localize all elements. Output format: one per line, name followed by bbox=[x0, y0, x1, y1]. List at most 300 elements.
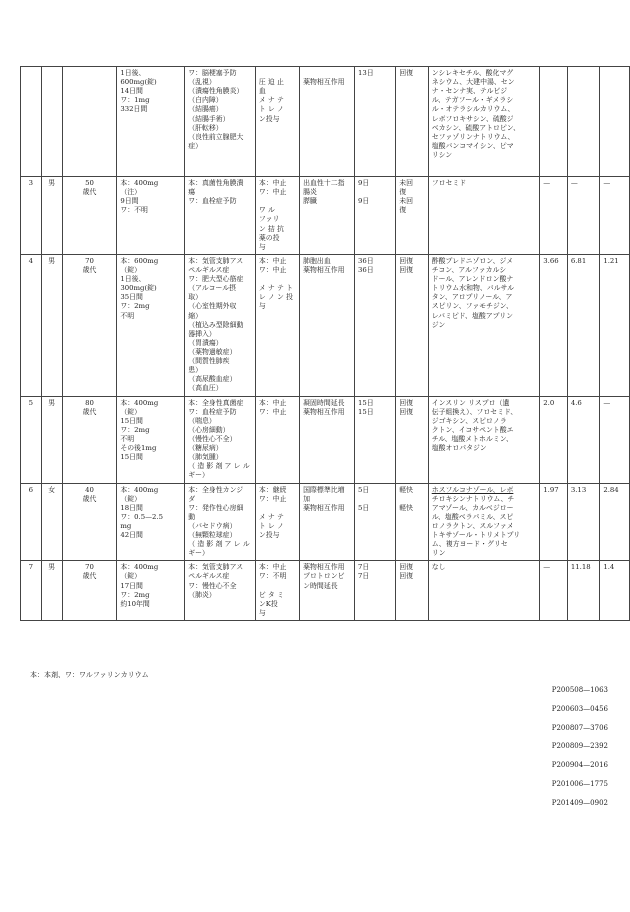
concomitant-drugs-line: ホスフルコナゾール、レボ bbox=[431, 485, 514, 494]
purpose-line: 症） bbox=[188, 141, 203, 150]
age-cell bbox=[62, 177, 117, 255]
outcome-line: 復 bbox=[399, 206, 407, 215]
onset-day-cell bbox=[355, 177, 396, 255]
concomitant-drugs-cell bbox=[428, 177, 540, 255]
dose-line: 15日間 bbox=[120, 453, 143, 462]
action-line: ワ：中止 bbox=[258, 265, 287, 274]
onset-day-line: 5日 bbox=[358, 503, 370, 512]
value-1: 3.66 bbox=[543, 256, 559, 265]
concomitant-drugs-line: ジン bbox=[431, 320, 446, 329]
onset-day-line: 36日 bbox=[358, 265, 374, 274]
dose-line: （錠） bbox=[120, 407, 142, 416]
onset-day-line: 9日 bbox=[358, 197, 370, 206]
dose-line: （注） bbox=[120, 188, 142, 197]
table-row bbox=[21, 483, 630, 561]
sex: 女 bbox=[48, 485, 56, 494]
value-3-cell bbox=[600, 561, 630, 621]
onset-day-cell bbox=[355, 561, 396, 621]
action-line bbox=[259, 69, 296, 78]
case-number-cell bbox=[21, 561, 42, 621]
sex: 男 bbox=[48, 179, 56, 187]
purpose-line: （結腸手術） bbox=[188, 114, 230, 123]
adverse-event-line: 薬物相互作用 bbox=[303, 78, 345, 87]
purpose-line: （糖尿病） bbox=[188, 444, 223, 453]
concomitant-drugs-line: トリウム水和物、バルサル bbox=[431, 284, 514, 293]
purpose-line: ペルギルス症 bbox=[188, 572, 230, 581]
purpose-cell bbox=[185, 561, 256, 621]
dose-line: 不明 bbox=[120, 434, 135, 443]
purpose-cell bbox=[185, 67, 256, 177]
value-2-cell bbox=[567, 254, 599, 396]
adverse-event-line: 膵臓 bbox=[303, 197, 317, 206]
dose-line: 不明 bbox=[120, 311, 135, 320]
action-line: ン投与 bbox=[258, 531, 280, 540]
purpose-line: ワ：慢性心不全 bbox=[188, 581, 237, 590]
purpose-line: （胃潰瘍） bbox=[188, 338, 223, 347]
concomitant-drugs-line: 酢酸プレドニゾロン、ジメ bbox=[431, 256, 514, 265]
age-line: 70 bbox=[85, 563, 94, 572]
case-number-cell bbox=[21, 396, 42, 483]
concomitant-drugs-line: セファゾリンナトリウム、 bbox=[431, 132, 515, 141]
action-cell bbox=[255, 396, 299, 483]
value-3-cell bbox=[600, 483, 630, 561]
dose-line: 332日間 bbox=[120, 105, 148, 114]
adverse-event-line: 加 bbox=[303, 494, 311, 503]
purpose-line: ワ：肥大型心筋症 bbox=[188, 275, 244, 284]
dose-line: ワ：2mg bbox=[120, 302, 150, 311]
adverse-event-cell bbox=[300, 254, 355, 396]
dose-line: 9日間 bbox=[120, 197, 139, 206]
value-3: — bbox=[603, 398, 611, 407]
action-line: 本：中止 bbox=[258, 563, 287, 572]
concomitant-drugs-cell bbox=[428, 67, 540, 177]
purpose-line: （潰瘍性角膜炎） bbox=[188, 87, 244, 96]
age-line: 歳代 bbox=[82, 572, 97, 581]
report-id: P200508—1063 bbox=[551, 686, 608, 694]
outcome-line: 未回 bbox=[399, 179, 414, 187]
adverse-event-line: ン時間延長 bbox=[303, 581, 338, 590]
action-line: ワ：中止 bbox=[258, 407, 287, 416]
dose-line: 本：400mg bbox=[120, 179, 159, 187]
dose-line: 本：400mg bbox=[120, 485, 159, 494]
sex-cell bbox=[41, 177, 62, 255]
action-line: ワ：中止 bbox=[258, 494, 287, 503]
age-cell bbox=[62, 396, 117, 483]
sex-cell bbox=[41, 561, 62, 621]
action-line: ファリ bbox=[258, 215, 280, 224]
concomitant-drugs-line: チコン、アルファカルシ bbox=[431, 265, 507, 274]
onset-day-line: 5日 bbox=[358, 485, 370, 494]
adverse-event-cell bbox=[300, 483, 355, 561]
action-line: 本：中止 bbox=[258, 398, 287, 407]
purpose-line: （無顆粒球症） bbox=[188, 531, 237, 540]
dose-line: 300mg(錠) bbox=[120, 284, 157, 293]
purpose-line: （心房細動） bbox=[188, 425, 230, 434]
concomitant-drugs-line: スピリン、ファモチジン、 bbox=[431, 302, 513, 311]
purpose-line: （高血圧） bbox=[188, 384, 223, 393]
case-table bbox=[20, 66, 630, 621]
action-line: メ ナ テ bbox=[258, 512, 284, 521]
adverse-event-line: 国際標準比増 bbox=[303, 485, 345, 494]
table-row bbox=[21, 67, 630, 177]
onset-day-cell bbox=[355, 254, 396, 396]
action-line: ビ タ ミ bbox=[258, 590, 284, 599]
report-id: P200603—0456 bbox=[551, 704, 608, 713]
value-1: — bbox=[543, 563, 551, 572]
outcome-cell bbox=[396, 254, 428, 396]
sex-cell bbox=[41, 67, 62, 177]
adverse-event-line: 凝固時間延長 bbox=[303, 398, 345, 407]
purpose-line: ギー） bbox=[188, 549, 209, 558]
concomitant-drugs-line: フロセミド bbox=[431, 179, 467, 187]
purpose-line: （肺気腫） bbox=[188, 453, 223, 462]
dose-cell bbox=[117, 67, 185, 177]
value-1: 2.0 bbox=[543, 398, 555, 407]
dose-line: 18日間 bbox=[120, 503, 143, 512]
purpose-line: （喘息） bbox=[188, 416, 216, 425]
adverse-event-cell bbox=[300, 561, 355, 621]
action-line bbox=[259, 582, 296, 591]
action-line: レ ノ ン 投 bbox=[258, 293, 293, 302]
concomitant-drugs-line: 塩酸バンコマイシン、ピマ bbox=[431, 141, 514, 150]
purpose-line: ギー） bbox=[188, 471, 209, 480]
action-line: 薬の投 bbox=[258, 233, 280, 242]
action-line: ワ：不明 bbox=[258, 572, 287, 581]
value-2-cell bbox=[567, 67, 599, 177]
concomitant-drugs-line: 伝子組換え）、フロセミド、 bbox=[431, 407, 518, 416]
value-2-cell bbox=[567, 177, 599, 255]
outcome-line: 回復 bbox=[399, 265, 414, 274]
purpose-line: （白内障） bbox=[188, 96, 223, 105]
onset-day-line bbox=[358, 188, 392, 197]
purpose-line: （アルコール摂 bbox=[188, 284, 237, 293]
report-id: P201006—1775 bbox=[551, 779, 608, 788]
value-2: 4.6 bbox=[570, 398, 582, 407]
adverse-event-cell bbox=[300, 177, 355, 255]
value-3: 1.4 bbox=[603, 563, 615, 572]
value-1-cell bbox=[540, 561, 568, 621]
action-line: ンK投 bbox=[258, 599, 278, 608]
purpose-cell bbox=[185, 483, 256, 561]
case-number: 5 bbox=[28, 398, 34, 407]
dose-line: mg bbox=[120, 521, 132, 530]
purpose-line: 本：全身性カンジ bbox=[188, 485, 244, 494]
value-2: 6.81 bbox=[570, 256, 587, 265]
value-2-cell bbox=[567, 483, 599, 561]
dose-cell bbox=[117, 177, 185, 255]
sex: 男 bbox=[48, 398, 56, 407]
report-id-list bbox=[552, 686, 608, 818]
adverse-event-line: 腸炎 bbox=[303, 188, 317, 197]
action-cell bbox=[255, 67, 299, 177]
concomitant-drugs-line: ロノラクトン、スルファメ bbox=[431, 521, 514, 530]
action-line: ン 拮 抗 bbox=[258, 224, 284, 233]
onset-day-line: 13日 bbox=[358, 69, 374, 77]
dose-line: （錠） bbox=[120, 265, 142, 274]
adverse-event-line: 出血性十二指 bbox=[303, 179, 345, 187]
action-line: メ ナ テ ト bbox=[258, 284, 293, 293]
action-line bbox=[259, 275, 296, 284]
purpose-line: （肺炎） bbox=[188, 590, 216, 599]
concomitant-drugs-line: レボフロキサシン、硫酸ジ bbox=[431, 114, 514, 123]
value-3-cell bbox=[600, 67, 630, 177]
case-number: 4 bbox=[28, 256, 34, 265]
value-1-cell bbox=[540, 254, 568, 396]
dose-line: ワ：2mg bbox=[120, 590, 150, 599]
purpose-line: 患） bbox=[188, 366, 203, 375]
concomitant-drugs-line: リシン bbox=[431, 150, 453, 159]
concomitant-drugs-line: レバミピド、塩酸アプリン bbox=[431, 311, 514, 320]
purpose-line: 本：気管支肺アス bbox=[188, 256, 244, 265]
purpose-line: 本：真菌性角膜潰 bbox=[188, 179, 244, 187]
purpose-line: （薬物過敏症） bbox=[188, 347, 237, 356]
outcome-cell bbox=[396, 177, 428, 255]
purpose-line: 瘍 bbox=[188, 188, 196, 197]
adverse-event-line bbox=[303, 69, 351, 78]
value-2: 3.13 bbox=[570, 485, 587, 494]
adverse-event-line: 薬物相互作用 bbox=[303, 407, 345, 416]
dose-line: 約10年間 bbox=[120, 599, 150, 608]
outcome-cell bbox=[396, 396, 428, 483]
sex: 男 bbox=[48, 563, 56, 572]
purpose-line: 縮） bbox=[188, 311, 203, 320]
purpose-line: ワ：脳梗塞予防 bbox=[188, 69, 237, 77]
dose-line: ワ：1mg bbox=[120, 96, 150, 105]
dose-line: （錠） bbox=[120, 494, 142, 503]
concomitant-drugs-cell bbox=[428, 483, 540, 561]
purpose-line: （間質性肺疾 bbox=[188, 357, 230, 366]
dose-line: 本：400mg bbox=[120, 398, 159, 407]
age-cell bbox=[62, 67, 117, 177]
footnote: 本：本剤、ワ：ワルファリンカリウム bbox=[30, 671, 149, 679]
action-line: 本：中止 bbox=[258, 256, 287, 265]
onset-day-line: 7日 bbox=[358, 572, 370, 581]
purpose-line: ワ：血栓症予防 bbox=[188, 407, 237, 416]
dose-line: 35日間 bbox=[120, 293, 143, 302]
dose-line: 1日後、 bbox=[120, 69, 146, 77]
concomitant-drugs-cell bbox=[428, 561, 540, 621]
concomitant-drugs-line: タン、アロプリノール、ア bbox=[431, 293, 513, 302]
concomitant-drugs-line: ンシレキセチル、酸化マグ bbox=[431, 69, 514, 77]
concomitant-drugs-line: リン bbox=[431, 549, 446, 558]
adverse-event-cell bbox=[300, 67, 355, 177]
outcome-cell bbox=[396, 67, 428, 177]
table-row bbox=[21, 561, 630, 621]
table-row bbox=[21, 177, 630, 255]
adverse-event-cell bbox=[300, 396, 355, 483]
dose-cell bbox=[117, 483, 185, 561]
concomitant-drugs-line: ル・オテラシルカリウム、 bbox=[431, 105, 515, 114]
purpose-cell bbox=[185, 177, 256, 255]
action-line: メ ナ テ bbox=[258, 96, 284, 105]
onset-day-line: 9日 bbox=[358, 179, 370, 187]
outcome-line: 回復 bbox=[399, 256, 414, 265]
action-cell bbox=[255, 177, 299, 255]
purpose-line: ワ：血栓症予防 bbox=[188, 197, 237, 206]
dose-line: 14日間 bbox=[120, 87, 143, 96]
outcome-line: 回復 bbox=[399, 407, 414, 416]
action-cell bbox=[255, 561, 299, 621]
dose-line: 本：600mg bbox=[120, 256, 159, 265]
outcome-line: 復 bbox=[399, 188, 407, 197]
action-line: 与 bbox=[258, 608, 266, 617]
value-3: 2.84 bbox=[603, 485, 619, 494]
case-number-cell bbox=[21, 67, 42, 177]
sex: 男 bbox=[48, 256, 56, 265]
purpose-line: 取） bbox=[188, 293, 203, 302]
dose-line: 42日間 bbox=[120, 531, 143, 540]
onset-day-cell bbox=[355, 396, 396, 483]
dose-line: 15日間 bbox=[120, 416, 143, 425]
concomitant-drugs-line: ム、複方ヨード・グリセ bbox=[431, 540, 508, 549]
action-line bbox=[259, 197, 296, 206]
purpose-line: （バセドウ病） bbox=[188, 521, 237, 530]
purpose-cell bbox=[185, 396, 256, 483]
report-id: P201409—0902 bbox=[551, 798, 608, 807]
value-2: — bbox=[570, 179, 578, 187]
action-line: 本：中止 bbox=[258, 179, 287, 187]
outcome-line: 回復 bbox=[399, 398, 414, 407]
purpose-line: 動 bbox=[188, 512, 196, 521]
age-cell bbox=[62, 561, 117, 621]
dose-line: その後1mg bbox=[120, 444, 157, 453]
action-line: ン投与 bbox=[258, 114, 280, 123]
case-number: 7 bbox=[28, 563, 34, 572]
outcome-line: 軽快 bbox=[399, 503, 414, 512]
age-line: 歳代 bbox=[82, 188, 97, 197]
value-3-cell bbox=[600, 254, 630, 396]
action-cell bbox=[255, 483, 299, 561]
dose-cell bbox=[117, 561, 185, 621]
age-line: 80 bbox=[85, 398, 94, 407]
outcome-line: 回復 bbox=[399, 563, 414, 572]
outcome-line: 未回 bbox=[399, 197, 414, 206]
concomitant-drugs-line: ドール、アレンドロン酸ナ bbox=[431, 275, 514, 284]
table-row bbox=[21, 396, 630, 483]
value-2-cell bbox=[567, 396, 599, 483]
outcome-cell bbox=[396, 561, 428, 621]
action-line: 圧 迫 止 bbox=[258, 78, 284, 87]
outcome-line: 回復 bbox=[399, 572, 414, 581]
purpose-line: 本：全身性真菌症 bbox=[188, 398, 244, 407]
case-number-cell bbox=[21, 483, 42, 561]
value-1: — bbox=[543, 179, 551, 187]
dose-line: 1日後、 bbox=[120, 275, 146, 284]
concomitant-drugs-line: 塩酸オロパタジン bbox=[431, 444, 487, 453]
value-3: 1.21 bbox=[603, 256, 619, 265]
value-1-cell bbox=[540, 67, 568, 177]
value-3: — bbox=[603, 179, 611, 187]
purpose-line: ワ：発作性心房細 bbox=[188, 503, 244, 512]
purpose-cell bbox=[185, 254, 256, 396]
purpose-line: （肝転移） bbox=[188, 123, 223, 132]
concomitant-drugs-line: ネシウム、大建中湯、セン bbox=[431, 78, 515, 87]
age-cell bbox=[62, 483, 117, 561]
action-cell bbox=[255, 254, 299, 396]
concomitant-drugs-line: ル、テガフール・ギメラシ bbox=[431, 96, 514, 105]
concomitant-drugs-line: チロキシンナトリウム、チ bbox=[431, 494, 515, 503]
value-2-cell bbox=[567, 561, 599, 621]
sex-cell bbox=[41, 396, 62, 483]
age-line: 歳代 bbox=[82, 494, 97, 503]
concomitant-drugs-line: ジゴキシン、スピロノラ bbox=[431, 416, 507, 425]
purpose-line: 器挿入） bbox=[188, 329, 216, 338]
concomitant-drugs-line: トキサゾール・トリメトプリ bbox=[431, 531, 521, 540]
age-line: 40 bbox=[85, 485, 94, 494]
adverse-event-line: 肺胞出血 bbox=[303, 256, 331, 265]
action-line: 与 bbox=[258, 242, 266, 251]
concomitant-drugs-cell bbox=[428, 254, 540, 396]
concomitant-drugs-line: インスリン リスプロ（遺 bbox=[431, 398, 510, 407]
action-line: ト レ ノ bbox=[258, 105, 284, 114]
purpose-line: 本：気管支肺アス bbox=[188, 563, 244, 572]
age-cell bbox=[62, 254, 117, 396]
dose-line: 600mg(錠) bbox=[120, 78, 157, 87]
onset-day-cell bbox=[355, 483, 396, 561]
concomitant-drugs-line: アマゾール、カルベジロー bbox=[431, 503, 514, 512]
onset-day-line: 36日 bbox=[358, 256, 374, 265]
case-number: 3 bbox=[28, 179, 34, 187]
purpose-line: （ 造 影 剤 ア レ ル bbox=[188, 462, 250, 471]
action-line: ワ ル bbox=[258, 206, 275, 215]
dose-line: 17日間 bbox=[120, 581, 143, 590]
outcome-line: 軽快 bbox=[399, 485, 414, 494]
dose-line: ワ：不明 bbox=[120, 206, 148, 215]
report-id: P200807—3706 bbox=[551, 723, 608, 732]
outcome-cell bbox=[396, 483, 428, 561]
concomitant-drugs-line: ナ・センナ実、テルビジ bbox=[431, 87, 508, 96]
adverse-event-line: 薬物相互作用 bbox=[303, 503, 345, 512]
purpose-line: （植込み型除細動 bbox=[188, 320, 244, 329]
purpose-line: （慢性心不全） bbox=[188, 434, 237, 443]
age-line: 70 bbox=[85, 256, 94, 265]
purpose-line: （ 造 影 剤 ア レ ル bbox=[188, 540, 250, 549]
onset-day-line: 15日 bbox=[358, 407, 374, 416]
adverse-event-line: プロトロンビ bbox=[303, 572, 345, 581]
value-1-cell bbox=[540, 483, 568, 561]
report-id: P200809—2392 bbox=[551, 742, 608, 751]
purpose-line: ペルギルス症 bbox=[188, 265, 230, 274]
purpose-line: （結腸癌） bbox=[188, 105, 223, 114]
dose-line: （錠） bbox=[120, 572, 142, 581]
value-1-cell bbox=[540, 177, 568, 255]
onset-day-line: 15日 bbox=[358, 398, 374, 407]
dose-cell bbox=[117, 396, 185, 483]
case-number-cell bbox=[21, 177, 42, 255]
outcome-line: 回復 bbox=[399, 69, 414, 77]
onset-day-line: 7日 bbox=[358, 563, 370, 572]
action-line: 与 bbox=[258, 302, 266, 311]
action-line: 血 bbox=[258, 87, 266, 96]
value-3-cell bbox=[600, 177, 630, 255]
onset-day-cell bbox=[355, 67, 396, 177]
dose-cell bbox=[117, 254, 185, 396]
case-number: 6 bbox=[28, 485, 34, 494]
purpose-line: （高尿酸血症） bbox=[188, 375, 237, 384]
concomitant-drugs-line: ベカシン、硫酸アトロピン、 bbox=[431, 123, 521, 132]
table-row bbox=[21, 254, 630, 396]
purpose-line: ダ bbox=[188, 494, 196, 503]
age-line: 歳代 bbox=[82, 407, 97, 416]
sex-cell bbox=[41, 254, 62, 396]
value-1-cell bbox=[540, 396, 568, 483]
concomitant-drugs-line: なし bbox=[431, 563, 446, 572]
age-line: 50 bbox=[85, 179, 94, 187]
concomitant-drugs-line: クトン、イコサペント酸エ bbox=[431, 425, 514, 434]
concomitant-drugs-cell bbox=[428, 396, 540, 483]
action-line bbox=[259, 504, 296, 513]
age-line: 歳代 bbox=[82, 265, 97, 274]
